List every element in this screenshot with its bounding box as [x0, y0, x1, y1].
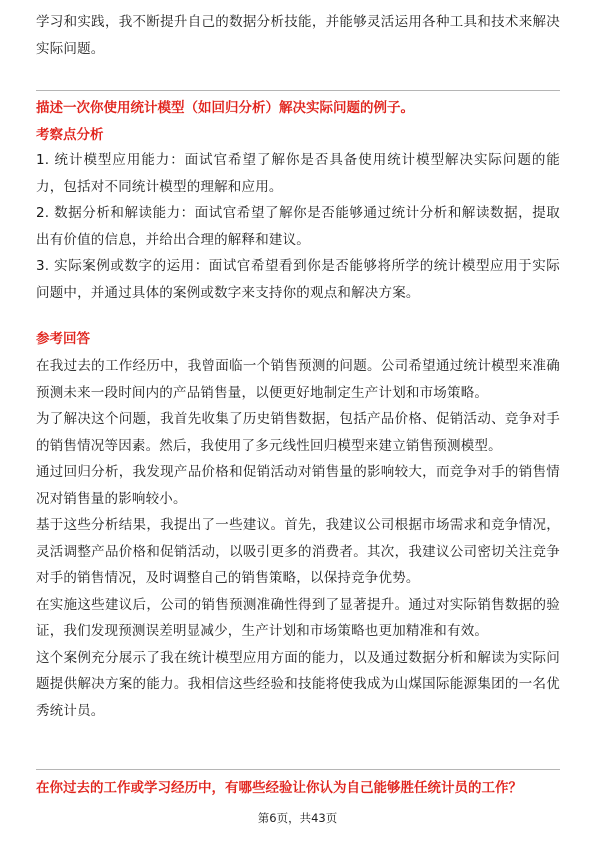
analysis-point-1: 1. 统计模型应用能力：面试官希望了解你是否具备使用统计模型解决实际问题的能力，包括对不同统计模型的理解和应用。 [36, 152, 560, 195]
analysis-label: 考察点分析 [36, 127, 104, 143]
analysis-point-2: 2. 数据分析和解读能力：面试官希望了解你是否能够通过统计分析和解读数据，提取出有价值的信息，并给出合理的解释和建议。 [36, 205, 560, 248]
answer-paragraph-4: 基于这些分析结果，我提出了一些建议。首先，我建议公司根据市场需求和竞争情况，灵活调整产品价格和促销活动，以吸引更多的消费者。其次，我建议公司密切关注竞争对手的销售情况，及时调整自己的销售策略，以保持竞争优势。 [36, 517, 560, 586]
page-number-footer: 第6页，共43页 [257, 811, 338, 825]
question-heading-2: 在你过去的工作或学习经历中，有哪些经验让你认为自己能够胜任统计员的工作？ [36, 780, 522, 796]
answer-paragraph-6: 这个案例充分展示了我在统计模型应用方面的能力，以及通过数据分析和解读为实际问题提供解决方案的能力。我相信这些经验和技能将使我成为山煤国际能源集团的一名优秀统计员。 [36, 649, 560, 719]
answer-paragraph-5: 在实施这些建议后，公司的销售预测准确性得到了显著提升。通过对实际销售数据的验证，我们发现预测误差明显减少，生产计划和市场策略也更加精准和有效。 [36, 596, 560, 639]
intro-paragraph: 学习和实践，我不断提升自己的数据分析技能，并能够灵活运用各种工具和技术来解决实际问题。 [36, 14, 560, 57]
divider-bottom [36, 769, 560, 770]
divider-top [36, 90, 560, 91]
analysis-point-3: 3. 实际案例或数字的运用：面试官希望看到你是否能够将所学的统计模型应用于实际问题中，并通过具体的案例或数字来支持你的观点和解决方案。 [36, 258, 560, 301]
answer-paragraph-3: 通过回归分析，我发现产品价格和促销活动对销售量的影响较大，而竞争对手的销售情况对销售量的影响较小。 [36, 464, 560, 507]
answer-paragraphs [36, 353, 560, 724]
analysis-points [36, 147, 560, 306]
question-heading-1: 描述一次你使用统计模型（如回归分析）解决实际问题的例子。 [36, 100, 414, 116]
answer-paragraph-1: 在我过去的工作经历中，我曾面临一个销售预测的问题。公司希望通过统计模型来准确预测未来一段时间内的产品销售量，以便更好地制定生产计划和市场策略。 [36, 358, 560, 401]
answer-label: 参考回答 [36, 331, 90, 347]
answer-paragraph-2: 为了解决这个问题，我首先收集了历史销售数据，包括产品价格、促销活动、竞争对手的销售情况等因素。然后，我使用了多元线性回归模型来建立销售预测模型。 [36, 411, 560, 454]
